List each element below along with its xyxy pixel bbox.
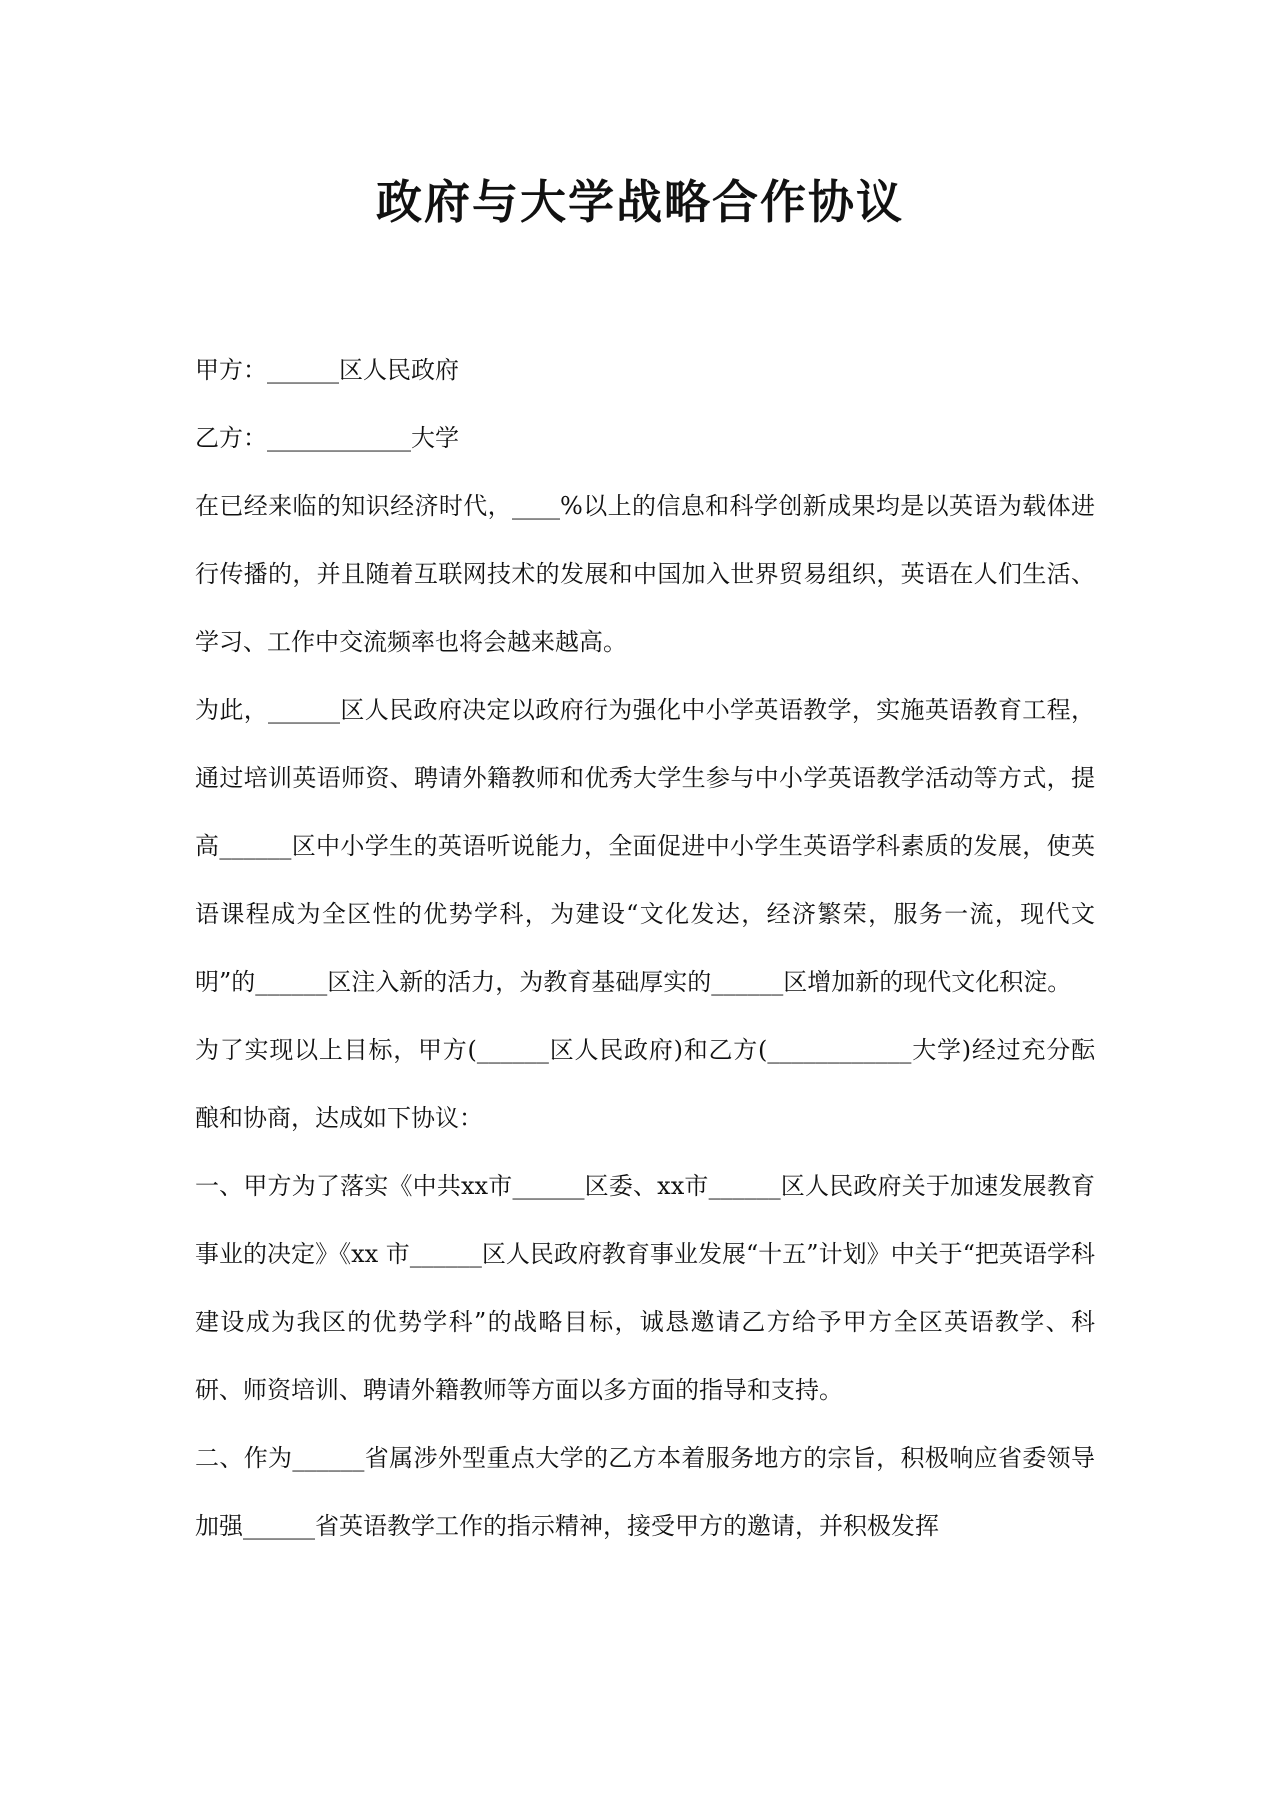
paragraph-purpose: 为此，______区人民政府决定以政府行为强化中小学英语教学，实施英语教育工程，通过培训英语师资、聘请外籍教师和优秀大学生参与中小学英语教学活动等方式，提高______区中小学生的英语听说能力，全面促进中小学生英语学科素质的发展，使英语课程成为全区性的优势学科，为建设“文化发达，经济繁荣，服务一流，现代文明”的______区注入新的活力，为教育基础厚实的______区增加新的现代文化积淀。 [195,696,1095,996]
clause-one: 一、甲方为了落实《中共xx市______区委、xx市______区人民政府关于加速发展教育事业的决定》《xx 市______区人民政府教育事业发展“十五”计划》中关于“把英语学科建设成为我区的优势学科”的战略目标，诚恳邀请乙方给予甲方全区英语教学、科研、师资培训、聘请外籍教师等方面以多方面的指导和支持。 [195,1172,1095,1404]
party-b-line: 乙方：____________大学 [195,424,459,452]
paragraph-agreement-intro: 为了实现以上目标，甲方(______区人民政府)和乙方(____________大学)经过充分酝酿和协商，达成如下协议： [195,1036,1095,1132]
document-title: 政府与大学战略合作协议 [376,175,904,229]
paragraph-background: 在已经来临的知识经济时代，____%以上的信息和科学创新成果均是以英语为载体进行传播的，并且随着互联网技术的发展和中国加入世界贸易组织，英语在人们生活、学习、工作中交流频率也将会越来越高。 [195,492,1095,656]
party-a-line: 甲方：______区人民政府 [195,356,459,384]
clause-two: 二、作为______省属涉外型重点大学的乙方本着服务地方的宗旨，积极响应省委领导加强______省英语教学工作的指示精神，接受甲方的邀请，并积极发挥 [195,1444,1095,1540]
document-body [195,336,1095,1560]
